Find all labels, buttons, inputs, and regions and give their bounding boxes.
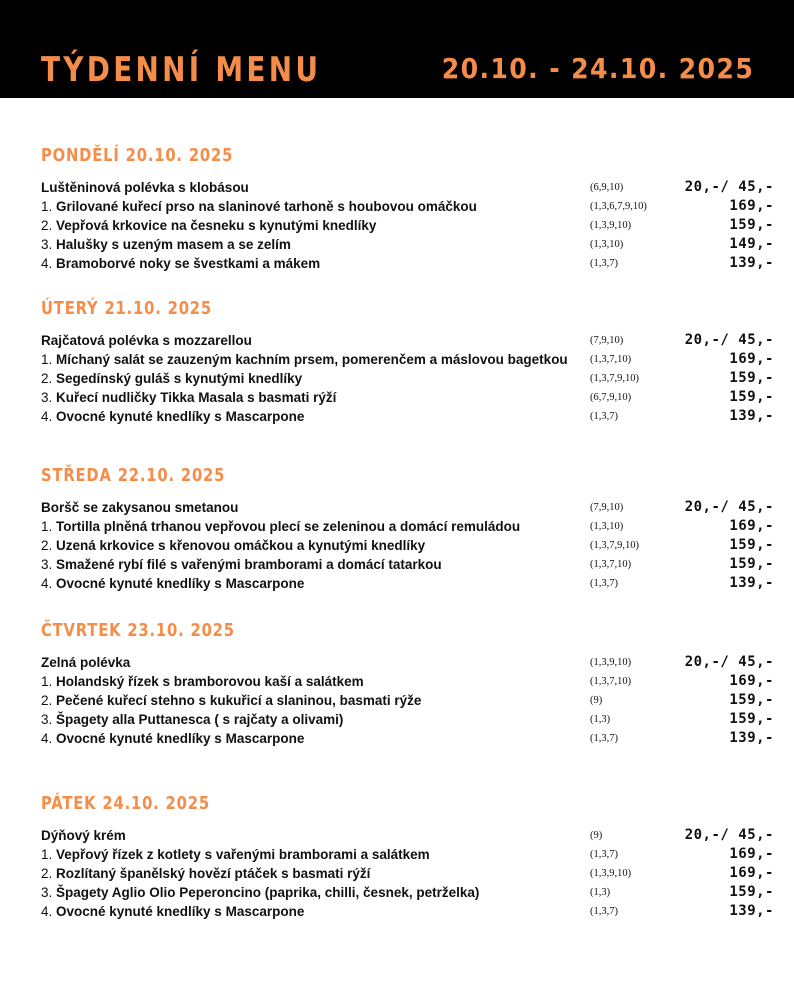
day-section xyxy=(41,620,774,749)
menu-item xyxy=(41,692,774,711)
item-price: 169,- xyxy=(729,518,774,534)
item-allergens: (1,3,9,10) xyxy=(590,657,632,668)
menu-item xyxy=(41,236,774,255)
item-allergens: (1,3,7,10) xyxy=(590,676,632,687)
item-price: 20,-/ 45,- xyxy=(684,654,774,670)
item-allergens: (1,3,7,10) xyxy=(590,559,632,570)
item-price: 139,- xyxy=(729,255,774,271)
item-number: 4. xyxy=(41,904,53,919)
menu-item xyxy=(41,255,774,274)
item-name: Smažené rybí filé s vařenými bramborami a domácí tatarkou xyxy=(56,557,442,572)
item-number: 2. xyxy=(41,538,53,553)
menu-item xyxy=(41,575,774,594)
item-price: 159,- xyxy=(729,370,774,386)
menu-item xyxy=(41,903,774,922)
item-allergens: (6,9,10) xyxy=(590,182,624,193)
item-price: 20,-/ 45,- xyxy=(684,179,774,195)
item-name: Ovocné kynuté knedlíky s Mascarpone xyxy=(56,409,305,424)
item-price: 159,- xyxy=(729,217,774,233)
item-price: 159,- xyxy=(729,556,774,572)
item-allergens: (1,3) xyxy=(590,714,611,725)
item-allergens: (7,9,10) xyxy=(590,335,624,346)
menu-item xyxy=(41,198,774,217)
menu-item xyxy=(41,537,774,556)
menu-item xyxy=(41,408,774,427)
item-name: Pečené kuřecí stehno s kukuřicí a slaninou, basmati rýže xyxy=(56,693,422,708)
item-number: 2. xyxy=(41,866,53,881)
item-number: 4. xyxy=(41,576,53,591)
item-name: Uzená krkovice s křenovou omáčkou a kynutými knedlíky xyxy=(56,538,426,553)
menu-item xyxy=(41,865,774,884)
item-number: 3. xyxy=(41,390,53,405)
item-number: 1. xyxy=(41,352,53,367)
item-allergens: (1,3,10) xyxy=(590,239,624,250)
item-number: 3. xyxy=(41,237,53,252)
item-name: Boršč se zakysanou smetanou xyxy=(41,500,239,515)
menu-item xyxy=(41,518,774,537)
item-number: 2. xyxy=(41,371,53,386)
item-price: 139,- xyxy=(729,408,774,424)
item-number: 1. xyxy=(41,847,53,862)
item-price: 169,- xyxy=(729,846,774,862)
item-price: 169,- xyxy=(729,673,774,689)
page-title: TÝDENNÍ MENU xyxy=(41,50,322,90)
menu-item xyxy=(41,556,774,575)
menu-item xyxy=(41,370,774,389)
item-allergens: (1,3,7,10) xyxy=(590,354,632,365)
day-heading: STŘEDA 22.10. 2025 xyxy=(41,465,226,486)
item-number: 2. xyxy=(41,218,53,233)
soup-item xyxy=(41,499,774,518)
item-name: Míchaný salát se zauzeným kachním prsem, pomerenčem a máslovou bagetkou xyxy=(56,352,568,367)
item-name: Rajčatová polévka s mozzarellou xyxy=(41,333,252,348)
item-price: 20,-/ 45,- xyxy=(684,332,774,348)
item-number: 2. xyxy=(41,693,53,708)
item-allergens: (9) xyxy=(590,830,603,841)
item-price: 159,- xyxy=(729,692,774,708)
item-allergens: (1,3,7) xyxy=(590,906,618,917)
day-heading: ČTVRTEK 23.10. 2025 xyxy=(41,620,235,641)
item-allergens: (1,3,7) xyxy=(590,258,618,269)
item-price: 169,- xyxy=(729,198,774,214)
soup-item xyxy=(41,654,774,673)
day-heading: ÚTERÝ 21.10. 2025 xyxy=(41,298,212,319)
item-name: Tortilla plněná trhanou vepřovou plecí se zeleninou a domácí remuládou xyxy=(56,519,521,534)
item-price: 159,- xyxy=(729,711,774,727)
menu-item xyxy=(41,730,774,749)
item-price: 139,- xyxy=(729,903,774,919)
item-price: 139,- xyxy=(729,730,774,746)
header-banner xyxy=(0,0,794,98)
item-allergens: (1,3,7) xyxy=(590,578,618,589)
menu-item xyxy=(41,846,774,865)
item-number: 4. xyxy=(41,256,53,271)
soup-item xyxy=(41,332,774,351)
item-name: Kuřecí nudličky Tikka Masala s basmati rýží xyxy=(56,390,337,405)
item-number: 4. xyxy=(41,731,53,746)
item-name: Špagety Aglio Olio Peperoncino (paprika, chilli, česnek, petrželka) xyxy=(56,885,480,900)
day-heading: PONDĚLÍ 20.10. 2025 xyxy=(41,145,234,166)
item-number: 3. xyxy=(41,712,53,727)
item-price: 169,- xyxy=(729,351,774,367)
item-name: Halušky s uzeným masem a se zelím xyxy=(56,237,291,252)
menu-item xyxy=(41,711,774,730)
item-name: Ovocné kynuté knedlíky s Mascarpone xyxy=(56,731,305,746)
item-name: Segedínský guláš s kynutými knedlíky xyxy=(56,371,303,386)
item-allergens: (1,3,10) xyxy=(590,521,624,532)
menu-item xyxy=(41,389,774,408)
item-number: 1. xyxy=(41,519,53,534)
day-section xyxy=(41,145,774,274)
item-allergens: (1,3) xyxy=(590,887,611,898)
menu-item xyxy=(41,673,774,692)
item-name: Vepřový řízek z kotlety s vařenými bramborami a salátkem xyxy=(56,847,430,862)
item-price: 159,- xyxy=(729,389,774,405)
item-allergens: (1,3,7,9,10) xyxy=(590,373,639,384)
menu-item xyxy=(41,351,774,370)
item-allergens: (9) xyxy=(590,695,603,706)
item-allergens: (7,9,10) xyxy=(590,502,624,513)
item-price: 169,- xyxy=(729,865,774,881)
item-number: 3. xyxy=(41,885,53,900)
item-allergens: (1,3,6,7,9,10) xyxy=(590,201,647,212)
item-allergens: (1,3,7) xyxy=(590,849,618,860)
item-name: Zelná polévka xyxy=(41,655,131,670)
item-allergens: (1,3,7) xyxy=(590,411,618,422)
item-allergens: (1,3,9,10) xyxy=(590,220,632,231)
day-section xyxy=(41,465,774,594)
item-price: 149,- xyxy=(729,236,774,252)
soup-item xyxy=(41,827,774,846)
menu-item xyxy=(41,217,774,236)
item-price: 159,- xyxy=(729,537,774,553)
day-section xyxy=(41,298,774,427)
item-name: Rozlítaný španělský hovězí ptáček s basmati rýží xyxy=(56,866,371,881)
item-price: 20,-/ 45,- xyxy=(684,827,774,843)
item-allergens: (1,3,9,10) xyxy=(590,868,632,879)
item-name: Ovocné kynuté knedlíky s Mascarpone xyxy=(56,576,305,591)
item-name: Bramoborvé noky se švestkami a mákem xyxy=(56,256,321,271)
item-name: Špagety alla Puttanesca ( s rajčaty a olivami) xyxy=(56,712,344,727)
item-name: Holandský řízek s bramborovou kaší a salátkem xyxy=(56,674,364,689)
item-name: Vepřová krkovice na česneku s kynutými knedlíky xyxy=(56,218,377,233)
item-name: Grilované kuřecí prso na slaninové tarhoně s houbovou omáčkou xyxy=(56,199,477,214)
day-heading: PÁTEK 24.10. 2025 xyxy=(41,793,210,814)
week-dates: 20.10. - 24.10. 2025 xyxy=(441,52,754,85)
item-price: 159,- xyxy=(729,884,774,900)
menu-item xyxy=(41,884,774,903)
item-number: 1. xyxy=(41,674,53,689)
item-price: 139,- xyxy=(729,575,774,591)
item-allergens: (1,3,7,9,10) xyxy=(590,540,639,551)
item-name: Ovocné kynuté knedlíky s Mascarpone xyxy=(56,904,305,919)
day-section xyxy=(41,793,774,922)
item-name: Dýňový krém xyxy=(41,828,126,843)
item-number: 4. xyxy=(41,409,53,424)
item-price: 20,-/ 45,- xyxy=(684,499,774,515)
soup-item xyxy=(41,179,774,198)
item-allergens: (6,7,9,10) xyxy=(590,392,632,403)
item-name: Luštěninová polévka s klobásou xyxy=(41,180,249,195)
item-number: 3. xyxy=(41,557,53,572)
item-number: 1. xyxy=(41,199,53,214)
item-allergens: (1,3,7) xyxy=(590,733,618,744)
